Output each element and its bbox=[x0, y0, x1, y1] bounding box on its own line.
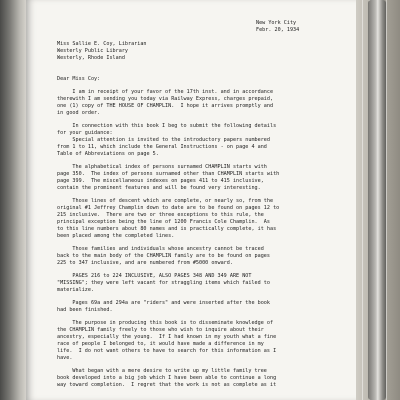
body-line: the CHAMPLIN family freely to those who wish to inquire about their bbox=[57, 327, 264, 333]
body-line: page 350. The index of persons surnamed other than CHAMPLIN starts with bbox=[57, 171, 280, 177]
body-line: book developed into a big job which I have been able to continue a long bbox=[57, 375, 277, 381]
body-line: 215 inclusive. There are two or three exceptions to this rule, the bbox=[57, 212, 264, 218]
body-line: from 1 to 11, which include the General Instructions - on page 4 and bbox=[57, 144, 267, 150]
body-line: What began with a mere desire to write up my little family tree bbox=[57, 368, 267, 374]
letter-date: Febr. 20, 1934 bbox=[256, 27, 300, 33]
body-line: contain the prominent features and will be found very interesting. bbox=[57, 185, 261, 191]
body-line: ancestry, especially the young. If I had known in my youth what a fine bbox=[57, 334, 277, 340]
body-line: Those families and individuals whose ancestry cannot be traced bbox=[57, 246, 264, 252]
body-line: have. bbox=[57, 355, 73, 361]
body-line: I am in receipt of your favor of the 17th inst. and in accordance bbox=[57, 89, 274, 95]
body-line: for your guidance: bbox=[57, 130, 113, 136]
body-line: Pages 69a and 294a are "riders" and were inserted after the book bbox=[57, 300, 270, 306]
body-line: The purpose in producing this book is to disseminate knowledge of bbox=[57, 320, 274, 326]
body-line: "MISSING"; they were left vacant for straggling items which failed to bbox=[57, 280, 270, 286]
body-line: materialize. bbox=[57, 287, 95, 293]
body-line: in good order. bbox=[57, 110, 101, 116]
body-line: Special attention is invited to the introductory papers numbered bbox=[57, 137, 270, 143]
body-line: back to the main body of the CHAMPLIN family are to be found on pages bbox=[57, 253, 270, 259]
body-line: page 399. The miscellaneous indexes on pages 411 to 415 inclusive, bbox=[57, 178, 264, 184]
body-line: original #1 Jeffrey Champlin down to date are to be found on pages 12 to bbox=[57, 205, 280, 211]
binder-clip bbox=[368, 0, 386, 400]
binder-edge bbox=[0, 0, 28, 400]
recipient-line: Miss Sallie E. Coy, Librarian bbox=[57, 41, 147, 47]
body-line: race of people I belonged to, it would have made a difference in my bbox=[57, 341, 264, 347]
body-line: had been finished. bbox=[57, 307, 113, 313]
body-line: been placed among the completed lines. bbox=[57, 233, 175, 239]
letter-place: New York City bbox=[256, 20, 297, 26]
body-line: Those lines of descent which are complete, or nearly so, from the bbox=[57, 198, 274, 204]
body-line: principal exception being the line of 1200 Francis Cole Champlin. As bbox=[57, 219, 270, 225]
body-line: one (1) copy of THE HOUSE OF CHAMPLIN. I hope it arrives promptly and bbox=[57, 103, 274, 109]
body-line: therewith I am sending you today via Railway Express, charges prepaid, bbox=[57, 96, 274, 102]
body-line: to this line numbers about 80 names and is practically complete, it has bbox=[57, 226, 277, 232]
body-line: PAGES 216 to 224 INCLUSIVE, ALSO PAGES 348 AND 349 ARE NOT bbox=[57, 273, 252, 279]
recipient-line: Westerly Public Library bbox=[57, 48, 128, 54]
body-line: The alphabetical index of persons surnamed CHAMPLIN starts with bbox=[57, 164, 267, 170]
body-line: way toward completion. I regret that the work is not as complete as it bbox=[57, 382, 277, 388]
body-line: Table of Abbreviations on page 5. bbox=[57, 151, 159, 157]
body-line: life. I do not want others to have to search for this information as I bbox=[57, 348, 277, 354]
recipient-line: Westerly, Rhode Island bbox=[57, 55, 125, 61]
body-line: In connection with this book I beg to submit the following details bbox=[57, 123, 277, 129]
body-line: 225 to 347 inclusive, and are numbered from #5000 onward. bbox=[57, 260, 233, 266]
salutation: Dear Miss Coy: bbox=[57, 76, 101, 82]
